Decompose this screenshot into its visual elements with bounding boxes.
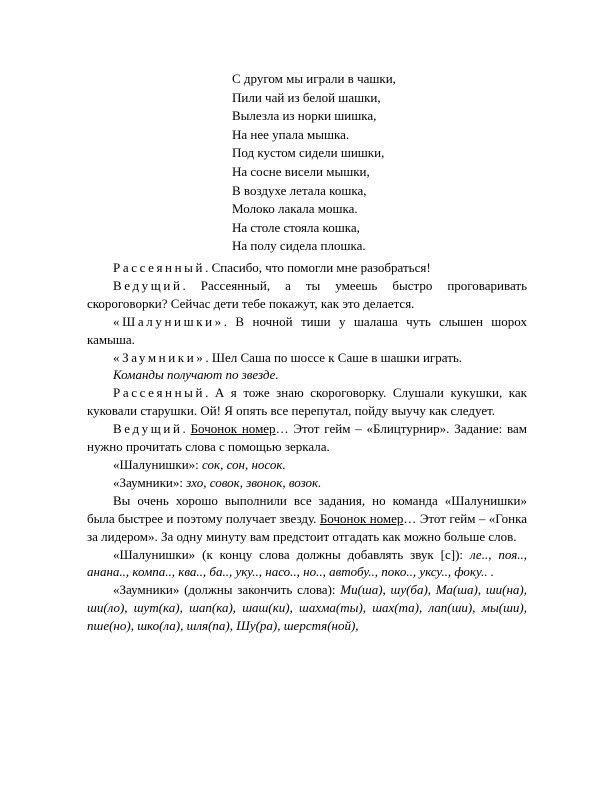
speech-text: . В ночной тиши у шалаша чуть слышен шорох камыша. xyxy=(87,313,527,347)
speech-text: … Этот гейм – «Блицтурнир». Задание: вам нужно прочитать слова с помощью зеркала. xyxy=(87,421,527,455)
script-body xyxy=(87,259,527,635)
speech-text: Вы очень хорошо выполнили все задания, но команда «Шалунишки» была быстрее и поэтому получает звезду. xyxy=(87,492,527,526)
paragraph xyxy=(87,313,527,349)
separator: . xyxy=(182,421,191,437)
paragraph xyxy=(87,581,527,635)
paragraph xyxy=(87,456,527,474)
speaker-name: Рассеянный xyxy=(113,260,206,275)
team-name: «Заумники» xyxy=(113,349,206,365)
poem-line: На нее упала мышка. xyxy=(232,126,350,142)
poem-line: Молоко лакала мошка. xyxy=(232,201,358,217)
answer-words: сок, сон, носок. xyxy=(198,456,286,472)
poem-line: Вылезла из норки шишка, xyxy=(232,108,377,124)
poem-line: Пили чай из белой шашки, xyxy=(232,89,381,105)
speaker-name: Ведущий xyxy=(113,421,183,437)
speech-text: . Шел Саша по шоссе к Саше в шашки играть. xyxy=(205,349,463,365)
speech-text: . А я тоже знаю скороговорку. Слушали кукушки, как куковали старушки. Ой! Я опять все перепутал, пойду выучу как следует. xyxy=(87,385,527,419)
paragraph xyxy=(87,546,527,582)
poem-line: На столе стояла кошка, xyxy=(232,219,360,235)
task-words: ле.., поя.., анана.., компа.., ква.., ба.., уку.., насо.., но.., автобу.., поко.., уксу.., фоку.. . xyxy=(87,546,527,580)
speaker-name: Рассеянный xyxy=(113,385,206,401)
stage-direction: Команды получают по звезде. xyxy=(113,367,279,383)
task-words: Ми(ша), шу(ба), Ма(ша), ши(на), ши(ло), шут(ка), шап(ка), шаш(ки), шахма(ты), шах(та), лап(ши), мы(ши), пше(но), шко(ла), шля(па), Шу(ра), шерстя(ной), xyxy=(87,582,527,634)
speech-text: . Рассеянный, а ты умеешь быстро проговаривать скороговорки? Сейчас дети тебе покажут, как это делается. xyxy=(87,277,527,311)
paragraph xyxy=(87,492,527,546)
barrel-number-link[interactable]: Бочонок номер xyxy=(319,510,404,526)
team-label: «Шалунишки» xyxy=(113,546,196,562)
team-name: «Шалунишки» xyxy=(113,313,224,329)
task-text: (к концу слова должны добавлять звук [с]): xyxy=(195,546,470,562)
poem-line: С другом мы играли в чашки, xyxy=(232,71,396,86)
speech-text: … Этот гейм – «Гонка за лидером». За одну минуту вам предстоит отгадать как можно больше слов. xyxy=(87,510,527,544)
answer-words: зхо, совок, звонок, возок. xyxy=(182,474,322,490)
team-label: «Шалунишки»: xyxy=(113,456,199,472)
poem-line: Под кустом сидели шишки, xyxy=(232,145,385,161)
task-text: (должны закончить слова): xyxy=(179,582,341,598)
paragraph xyxy=(87,259,527,277)
paragraph xyxy=(87,277,527,313)
barrel-number-link[interactable]: Бочонок номер xyxy=(190,421,276,437)
paragraph xyxy=(87,474,527,492)
tongue-twister-poem xyxy=(232,70,532,256)
poem-line: В воздухе летала кошка, xyxy=(232,182,367,198)
paragraph xyxy=(87,384,527,420)
paragraph xyxy=(87,349,527,367)
paragraph xyxy=(87,420,527,456)
speech-text: . Спасибо, что помогли мне разобраться! xyxy=(205,260,431,275)
team-label: «Заумники» xyxy=(113,582,180,598)
team-label: «Заумники»: xyxy=(113,474,183,490)
poem-line: На полу сидела плошка. xyxy=(232,238,366,254)
poem-line: На сосне висели мышки, xyxy=(232,163,370,179)
speaker-name: Ведущий xyxy=(113,277,183,293)
